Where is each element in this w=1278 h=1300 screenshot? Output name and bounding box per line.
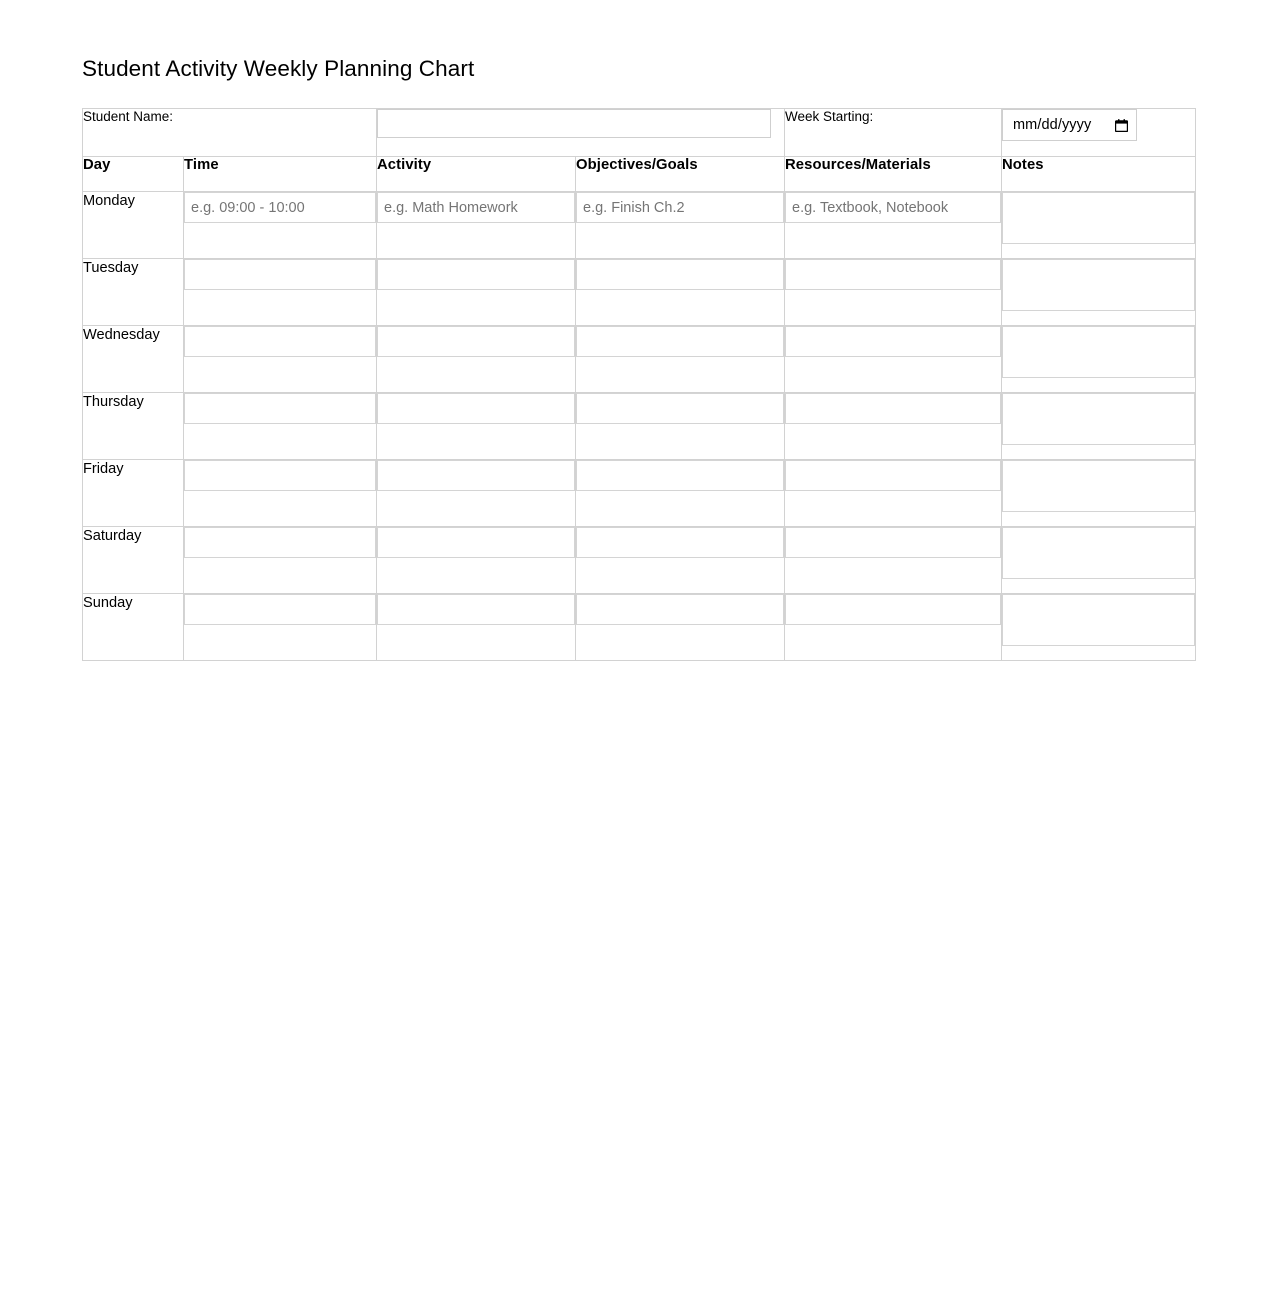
column-header-row	[83, 157, 1196, 192]
objectives-cell-friday	[576, 460, 785, 527]
objectives-input-thursday[interactable]	[576, 393, 784, 424]
time-cell-tuesday	[184, 259, 377, 326]
column-header-day: Day	[83, 157, 184, 192]
notes-input-tuesday[interactable]	[1002, 259, 1195, 311]
activity-input-sunday[interactable]	[377, 594, 575, 625]
time-input-tuesday[interactable]	[184, 259, 376, 290]
time-input-thursday[interactable]	[184, 393, 376, 424]
time-cell-thursday	[184, 393, 377, 460]
activity-input-tuesday[interactable]	[377, 259, 575, 290]
resources-cell-tuesday	[785, 259, 1002, 326]
objectives-input-tuesday[interactable]	[576, 259, 784, 290]
column-header-activity: Activity	[377, 157, 576, 192]
activity-cell-thursday	[377, 393, 576, 460]
table-row	[83, 326, 1196, 393]
notes-input-friday[interactable]	[1002, 460, 1195, 512]
time-cell-sunday	[184, 594, 377, 661]
objectives-input-monday[interactable]	[576, 192, 784, 223]
table-body	[83, 109, 1196, 661]
activity-cell-tuesday	[377, 259, 576, 326]
column-header-objectives: Objectives/Goals	[576, 157, 785, 192]
time-input-wednesday[interactable]	[184, 326, 376, 357]
activity-input-saturday[interactable]	[377, 527, 575, 558]
notes-input-sunday[interactable]	[1002, 594, 1195, 646]
notes-input-monday[interactable]	[1002, 192, 1195, 244]
table-row	[83, 594, 1196, 661]
activity-cell-monday	[377, 192, 576, 259]
time-cell-wednesday	[184, 326, 377, 393]
column-header-notes: Notes	[1002, 157, 1196, 192]
table-row	[83, 460, 1196, 527]
objectives-input-sunday[interactable]	[576, 594, 784, 625]
resources-cell-sunday	[785, 594, 1002, 661]
notes-cell-friday	[1002, 460, 1196, 527]
resources-input-saturday[interactable]	[785, 527, 1001, 558]
week-starting-field-cell	[1002, 109, 1196, 157]
time-input-sunday[interactable]	[184, 594, 376, 625]
notes-input-thursday[interactable]	[1002, 393, 1195, 445]
resources-cell-saturday	[785, 527, 1002, 594]
week-starting-label: Week Starting:	[785, 109, 1002, 157]
notes-cell-saturday	[1002, 527, 1196, 594]
column-header-resources: Resources/Materials	[785, 157, 1002, 192]
objectives-cell-sunday	[576, 594, 785, 661]
resources-input-wednesday[interactable]	[785, 326, 1001, 357]
meta-row	[83, 109, 1196, 157]
student-name-input[interactable]	[377, 109, 771, 138]
day-label-wednesday: Wednesday	[83, 326, 184, 393]
time-cell-friday	[184, 460, 377, 527]
resources-cell-monday	[785, 192, 1002, 259]
objectives-cell-tuesday	[576, 259, 785, 326]
resources-input-thursday[interactable]	[785, 393, 1001, 424]
day-label-friday: Friday	[83, 460, 184, 527]
table-row	[83, 259, 1196, 326]
objectives-input-wednesday[interactable]	[576, 326, 784, 357]
day-label-thursday: Thursday	[83, 393, 184, 460]
day-label-saturday: Saturday	[83, 527, 184, 594]
notes-cell-thursday	[1002, 393, 1196, 460]
objectives-cell-monday	[576, 192, 785, 259]
activity-input-thursday[interactable]	[377, 393, 575, 424]
date-placeholder-text: mm/dd/yyyy	[1013, 117, 1092, 133]
objectives-cell-thursday	[576, 393, 785, 460]
calendar-icon[interactable]	[1115, 119, 1128, 132]
activity-cell-sunday	[377, 594, 576, 661]
notes-cell-monday	[1002, 192, 1196, 259]
time-cell-monday	[184, 192, 377, 259]
notes-cell-tuesday	[1002, 259, 1196, 326]
resources-input-monday[interactable]	[785, 192, 1001, 223]
table-row	[83, 393, 1196, 460]
activity-cell-saturday	[377, 527, 576, 594]
objectives-input-saturday[interactable]	[576, 527, 784, 558]
resources-input-sunday[interactable]	[785, 594, 1001, 625]
activity-input-monday[interactable]	[377, 192, 575, 223]
notes-input-saturday[interactable]	[1002, 527, 1195, 579]
resources-input-tuesday[interactable]	[785, 259, 1001, 290]
activity-cell-friday	[377, 460, 576, 527]
table-row	[83, 527, 1196, 594]
notes-cell-wednesday	[1002, 326, 1196, 393]
objectives-input-friday[interactable]	[576, 460, 784, 491]
time-cell-saturday	[184, 527, 377, 594]
resources-cell-wednesday	[785, 326, 1002, 393]
time-input-friday[interactable]	[184, 460, 376, 491]
day-label-tuesday: Tuesday	[83, 259, 184, 326]
activity-input-friday[interactable]	[377, 460, 575, 491]
table-row	[83, 192, 1196, 259]
resources-input-friday[interactable]	[785, 460, 1001, 491]
page-title: Student Activity Weekly Planning Chart	[82, 56, 475, 81]
week-starting-date-input[interactable]	[1002, 109, 1137, 141]
student-name-field-cell	[377, 109, 785, 157]
student-name-label: Student Name:	[83, 109, 377, 157]
resources-cell-thursday	[785, 393, 1002, 460]
time-input-saturday[interactable]	[184, 527, 376, 558]
weekly-planning-table	[82, 108, 1196, 661]
notes-cell-sunday	[1002, 594, 1196, 661]
activity-input-wednesday[interactable]	[377, 326, 575, 357]
column-header-time: Time	[184, 157, 377, 192]
day-label-sunday: Sunday	[83, 594, 184, 661]
time-input-monday[interactable]	[184, 192, 376, 223]
objectives-cell-wednesday	[576, 326, 785, 393]
activity-cell-wednesday	[377, 326, 576, 393]
notes-input-wednesday[interactable]	[1002, 326, 1195, 378]
objectives-cell-saturday	[576, 527, 785, 594]
day-label-monday: Monday	[83, 192, 184, 259]
resources-cell-friday	[785, 460, 1002, 527]
